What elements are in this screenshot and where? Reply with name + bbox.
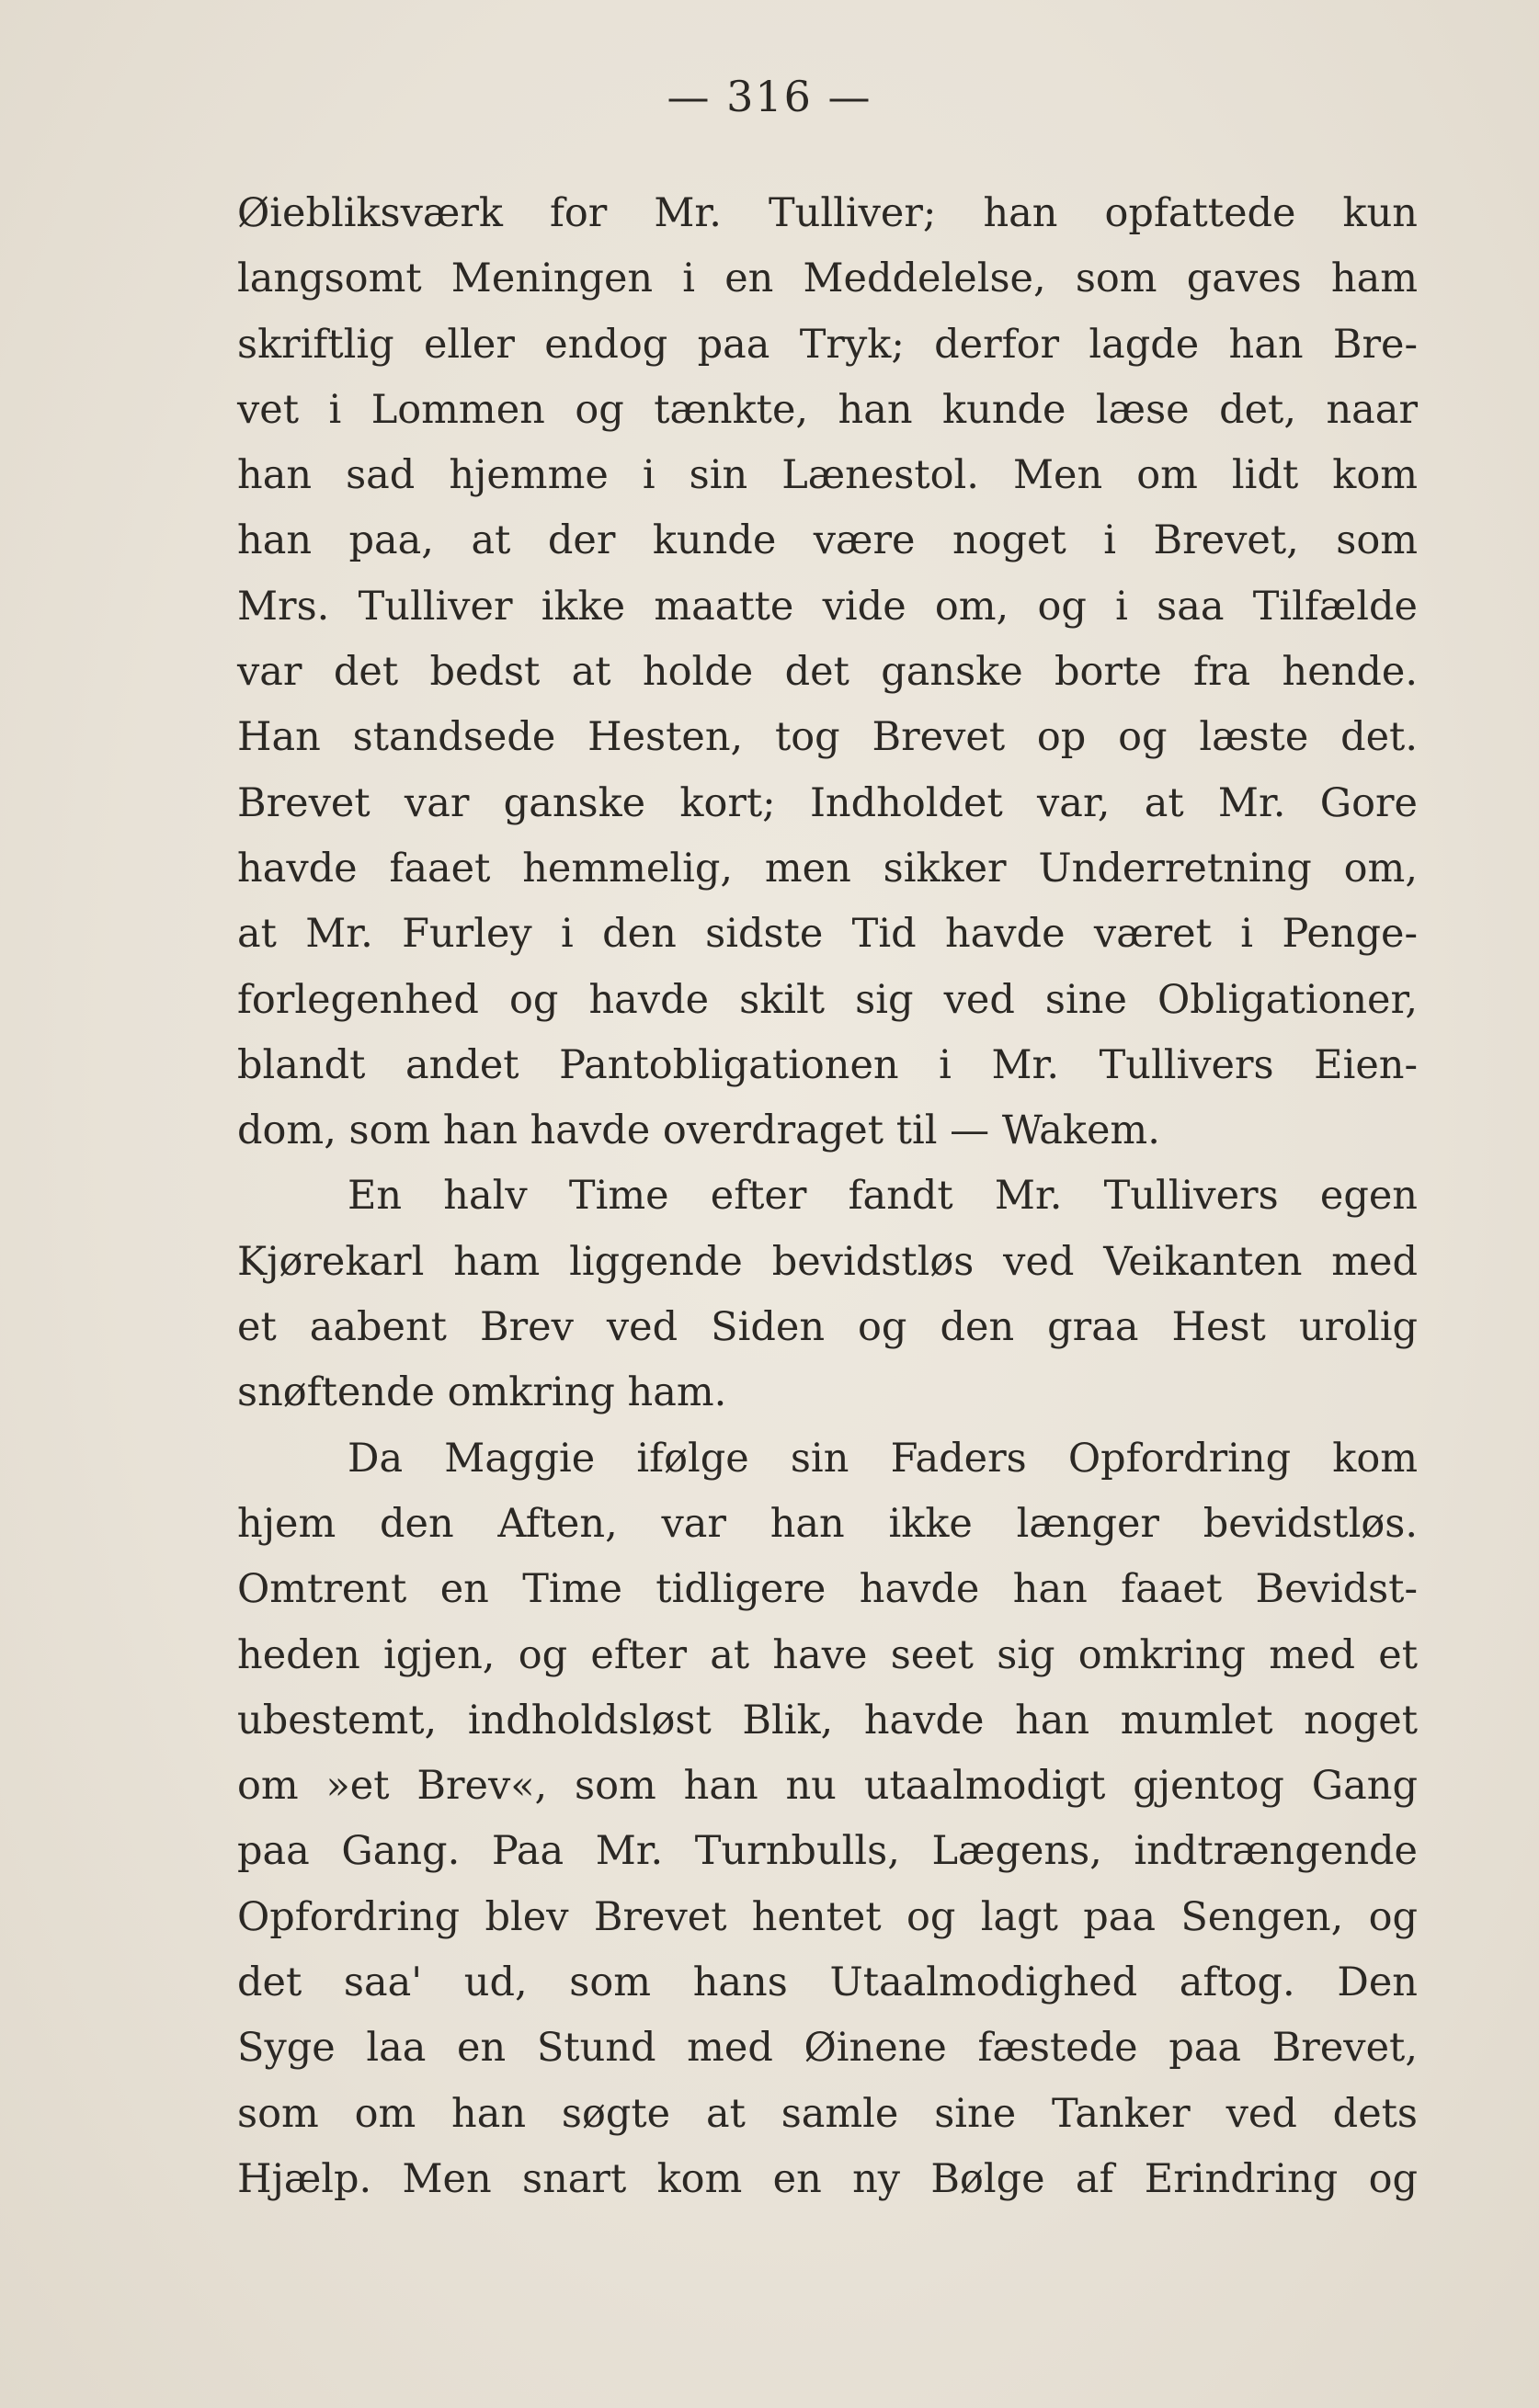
text-line: Opfordring blev Brevet hentet og lagt paa Sengen, og bbox=[237, 1893, 1418, 1940]
text-line: Omtrent en Time tidligere havde han faaet Bevidst- bbox=[237, 1566, 1418, 1613]
text-line: at Mr. Furley i den sidste Tid havde været i Penge- bbox=[237, 911, 1418, 958]
text-line: langsomt Meningen i en Meddelelse, som gaves ham bbox=[237, 256, 1418, 302]
text-line: heden igjen, og efter at have seet sig omkring med et bbox=[237, 1631, 1418, 1678]
text-line: var det bedst at holde det ganske borte fra hende. bbox=[237, 649, 1418, 696]
text-line: som om han søgte at samle sine Tanker ved dets bbox=[237, 2090, 1418, 2137]
text-line: skriftlig eller endog paa Tryk; derfor lagde han Bre- bbox=[237, 321, 1418, 368]
text-line: han sad hjemme i sin Lænestol. Men om lidt kom bbox=[237, 452, 1418, 499]
text-line: Mrs. Tulliver ikke maatte vide om, og i saa Tilfælde bbox=[237, 583, 1418, 630]
text-line: snøftende omkring ham. bbox=[237, 1369, 727, 1416]
text-line: ubestemt, indholdsløst Blik, havde han mumlet noget bbox=[237, 1697, 1418, 1744]
text-line: hjem den Aften, var han ikke længer bevidstløs. bbox=[237, 1500, 1418, 1547]
body-text bbox=[237, 181, 1418, 2212]
text-line: det saa' ud, som hans Utaalmodighed aftog. Den bbox=[237, 1959, 1418, 2006]
text-line: havde faaet hemmelig, men sikker Underretning om, bbox=[237, 845, 1418, 892]
text-line: dom, som han havde overdraget til — Wakem. bbox=[237, 1107, 1160, 1154]
text-line: Brevet var ganske kort; Indholdet var, at Mr. Gore bbox=[237, 779, 1418, 826]
text-line: Hjælp. Men snart kom en ny Bølge af Erindring og bbox=[237, 2155, 1418, 2202]
text-line: blandt andet Pantobligationen i Mr. Tullivers Eien- bbox=[237, 1041, 1418, 1088]
text-line: om »et Brev«, som han nu utaalmodigt gjentog Gang bbox=[237, 1763, 1418, 1810]
text-line: forlegenhed og havde skilt sig ved sine Obligationer, bbox=[237, 976, 1418, 1023]
text-line: Kjørekarl ham liggende bevidstløs ved Veikanten med bbox=[237, 1238, 1418, 1285]
text-line: et aabent Brev ved Siden og den graa Hest urolig bbox=[237, 1304, 1418, 1351]
text-line: han paa, at der kunde være noget i Brevet, som bbox=[237, 517, 1418, 564]
page-number: — 316 — bbox=[667, 72, 872, 121]
text-line: Øiebliksværk for Mr. Tulliver; han opfattede kun bbox=[237, 190, 1418, 236]
text-line: vet i Lommen og tænkte, han kunde læse det, naar bbox=[237, 386, 1418, 433]
text-line: paa Gang. Paa Mr. Turnbulls, Lægens, indtrængende bbox=[237, 1828, 1418, 1875]
text-line: Han standsede Hesten, tog Brevet op og læste det. bbox=[237, 714, 1418, 761]
text-line: Syge laa en Stund med Øinene fæstede paa Brevet, bbox=[237, 2025, 1418, 2072]
text-line: Da Maggie ifølge sin Faders Opfordring kom bbox=[348, 1435, 1418, 1482]
text-line: En halv Time efter fandt Mr. Tullivers egen bbox=[348, 1173, 1418, 1220]
